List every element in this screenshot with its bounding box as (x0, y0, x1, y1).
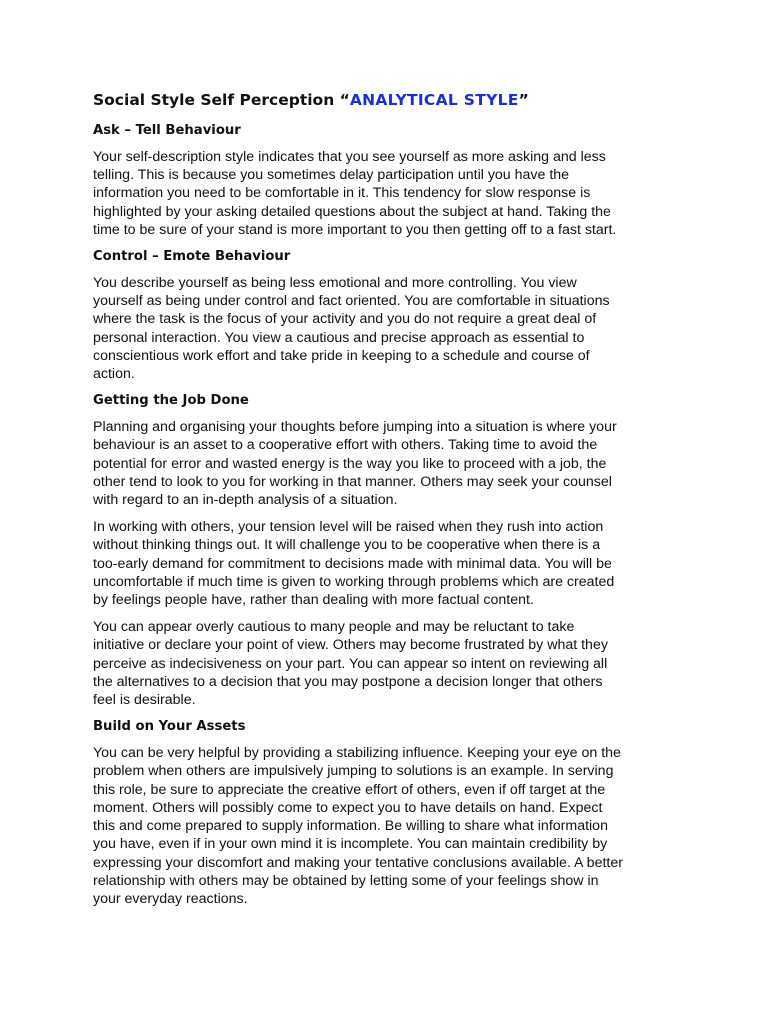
title-suffix: ” (518, 91, 529, 109)
section-getting-job-done (93, 392, 675, 709)
title-prefix: Social Style Self Perception “ (93, 91, 350, 109)
document-title (93, 90, 675, 110)
paragraph: In working with others, your tension level will be raised when they rush into action without thinking things out. It will challenge you to be cooperative when there is a too-early demand for commitment to decisions made with minimal data. You will be uncomfortable if much time is given to working through problems which are created by feelings people have, rather than dealing with more factual content. (93, 519, 615, 609)
paragraph: Planning and organising your thoughts before jumping into a situation is where your behaviour is an asset to a cooperative effort with others. Taking time to avoid the potential for error and wasted energy is the way you like to proceed with a job, the other tend to look to you for working in that manner. Others may seek your counsel with regard to an in-depth analysis of a situation. (93, 419, 617, 509)
section-control-emote (93, 248, 675, 383)
paragraph: Your self-description style indicates that you see yourself as more asking and less telling. This is because you sometimes delay participation until you have the information you need to be comfortable in it. This tendency for slow response is highlighted by your asking detailed questions about the subject at hand. Taking the time to be sure of your stand is more important to you then getting off to a fast start. (93, 149, 617, 238)
title-accent: ANALYTICAL STYLE (349, 91, 519, 109)
paragraph: You can be very helpful by providing a stabilizing influence. Keeping your eye on the problem when others are impulsively jumping to solutions is an example. In serving this role, be sure to appreciate the creative effort of others, even if off target at the moment. Others will possibly come to expect you to have details on hand. Expect this and come prepared to supply information. Be willing to share what information you have, even if in your own mind it is incomplete. You can maintain credibility by expressing your discomfort and making your tentative conclusions available. A better relationship with others may be obtained by letting some of your feelings show in your everyday reactions. (93, 745, 623, 907)
section-heading: Control – Emote Behaviour (93, 249, 291, 265)
section-build-on-assets (93, 718, 675, 908)
section-heading: Getting the Job Done (93, 393, 249, 409)
paragraph: You can appear overly cautious to many people and may be reluctant to take initiative or declare your point of view. Others may become frustrated by what they perceive as indecisiveness on your part. You can appear so intent on reviewing all the alternatives to a decision that you may postpone a decision longer that others feel is desirable. (93, 619, 608, 709)
section-heading: Build on Your Assets (93, 719, 246, 735)
section-ask-tell (93, 122, 675, 239)
section-heading: Ask – Tell Behaviour (93, 123, 241, 138)
paragraph: You describe yourself as being less emotional and more controlling. You view yourself as being under control and fact oriented. You are comfortable in situations where the task is the focus of your activity and you do not require a great deal of personal interaction. You view a cautious and precise approach as essential to conscientious work effort and take pride in keeping to a schedule and course of action. (93, 275, 610, 383)
document-page (93, 90, 675, 917)
